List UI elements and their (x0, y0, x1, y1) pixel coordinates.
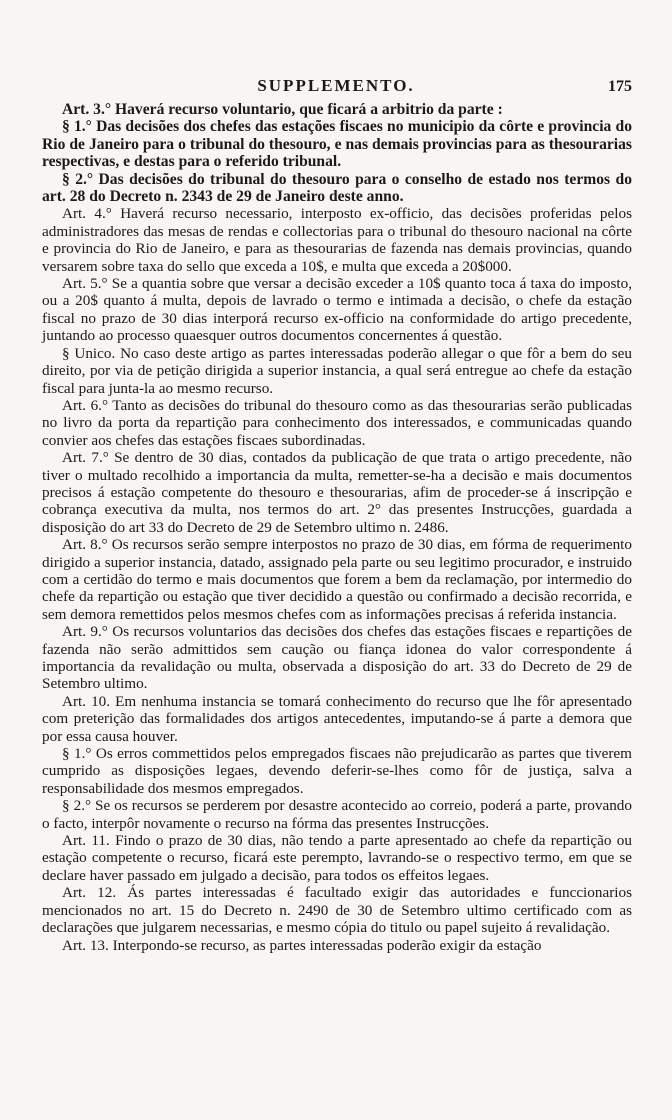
paragraph-art-6: Art. 6.° Tanto as decisões do tribunal do thesouro como as das thesourarias serão publicadas no livro da porta da repartição para conhecimento dos interessados, e communicadas quando convier aos chefes das estações fiscaes subordinadas. (42, 396, 632, 449)
paragraph-art-12: Art. 12. Ás partes interessadas é facultado exigir das autoridades e funccionarios mencionados no art. 15 do Decreto n. 2490 de 30 de Setembro ultimo certificado com as declarações que julgarem necessarias, e mesmo cópia do titulo ou papel sujeito á revalidação. (42, 884, 632, 937)
paragraph-art-4: Art. 4.° Haverá recurso necessario, interposto ex-officio, das decisões proferidas pelos administradores das mesas de rendas e collectorias para o tribunal do thesouro nacional na côrte e provincia do Rio de Janeiro, e para as thesourarias de fazenda nas demais provincias, quando versarem sobre taxa do sello que exceda a 10$, e multa que exceda a 20$000. (42, 205, 632, 275)
paragraph-art-3-par-1: § 1.° Das decisões dos chefes das estações fiscaes no municipio da côrte e provincia do Rio de Janeiro para o tribunal do thesouro, e nas demais provincias para as thesourarias respectivas, e destas para o referido tribunal. (42, 118, 632, 171)
paragraph-art-3-par-2: § 2.° Das decisões do tribunal do thesouro para o conselho de estado nos termos do art. 28 do Decreto n. 2343 de 29 de Janeiro deste anno. (42, 170, 632, 206)
paragraph-art-7: Art. 7.° Se dentro de 30 dias, contados da publicação de que trata o artigo precedente, não tiver o multado recolhido a importancia da multa, remetter-se-ha a decisão e mais documentos precisos á estação competente do thesouro e thesourarias, afim de proceder-se á inscripção e cobrança executiva da multa, nos termos do art. 2° das presentes Instrucções, guardada a disposição do art 33 do Decreto de 29 de Setembro ultimo n. 2486. (42, 449, 632, 536)
paragraph-art-10-par-2: § 2.° Se os recursos se perderem por desastre acontecido ao correio, poderá a parte, provando o facto, interpôr novamente o recurso na fórma das presentes Instrucções. (42, 797, 632, 832)
page-number: 175 (608, 78, 632, 95)
paragraph-art-5: Art. 5.° Se a quantia sobre que versar a decisão exceder a 10$ quanto toca á taxa do imposto, ou a 20$ quanto á multa, depois de lavrado o termo e intimada a decisão, o chefe da estação fiscal no prazo de 30 dias interporá recurso ex-officio na conformidade do artigo precedente, juntando ao processo quaesquer outros documentos concernentes á questão. (42, 275, 632, 345)
paragraph-art-9: Art. 9.° Os recursos voluntarios das decisões dos chefes das estações fiscaes e repartições de fazenda não serão admittidos sem caução ou fiança idonea do valor correspondente á importancia da revalidação ou multa, observada a disposição do art. 33 do Decreto de 29 de Setembro ultimo. (42, 623, 632, 693)
paragraph-art-13: Art. 13. Interpondo-se recurso, as partes interessadas poderão exigir da estação (62, 936, 542, 954)
paragraph-art-5-unico: § Unico. No caso deste artigo as partes interessadas poderão allegar o que fôr a bem do seu direito, por via de petição dirigida a superior instancia, a qual será entregue ao chefe da estação fiscal para junta-la ao mesmo recurso. (42, 344, 632, 397)
running-title: SUPPLEMENTO. (257, 76, 415, 95)
paragraph-art-10-par-1: § 1.° Os erros commettidos pelos empregados fiscaes não prejudicarão as partes que tiverem cumprido as disposições legaes, devendo deferir-se-lhes como fôr de justiça, salva a responsabilidade dos mesmos empregados. (42, 745, 632, 797)
body-text (42, 101, 632, 954)
paragraph-art-11: Art. 11. Findo o prazo de 30 dias, não tendo a parte apresentado ao chefe da repartição ou estação competente o recurso, ficará este perempto, lavrando-se o respectivo termo, em que se declare haver passado em julgado a decisão, para todos os effeitos legaes. (42, 832, 632, 884)
paragraph-art-3: Art. 3.° Haverá recurso voluntario, que ficará a arbitrio da parte : (62, 101, 503, 118)
paragraph-art-10: Art. 10. Em nenhuma instancia se tomará conhecimento do recurso que lhe fôr apresentado com preterição das formalidades dos artigos antecedentes, imputando-se á parte a demora que por essa causa houver. (42, 692, 632, 745)
paragraph-art-8: Art. 8.° Os recursos serão sempre interpostos no prazo de 30 dias, em fórma de requerimento dirigido a superior instancia, datado, assignado pela parte ou seu legitimo procurador, e instruido com a certidão do termo e mais documentos que forem a bem da reclamação, por intermedio do chefe da repartição ou estação que tiver decidido a questão ou confirmado a decisão recorrida, e sem demora remettidos pelos mesmos chefes com as informações precisas á referida instancia. (42, 536, 632, 623)
